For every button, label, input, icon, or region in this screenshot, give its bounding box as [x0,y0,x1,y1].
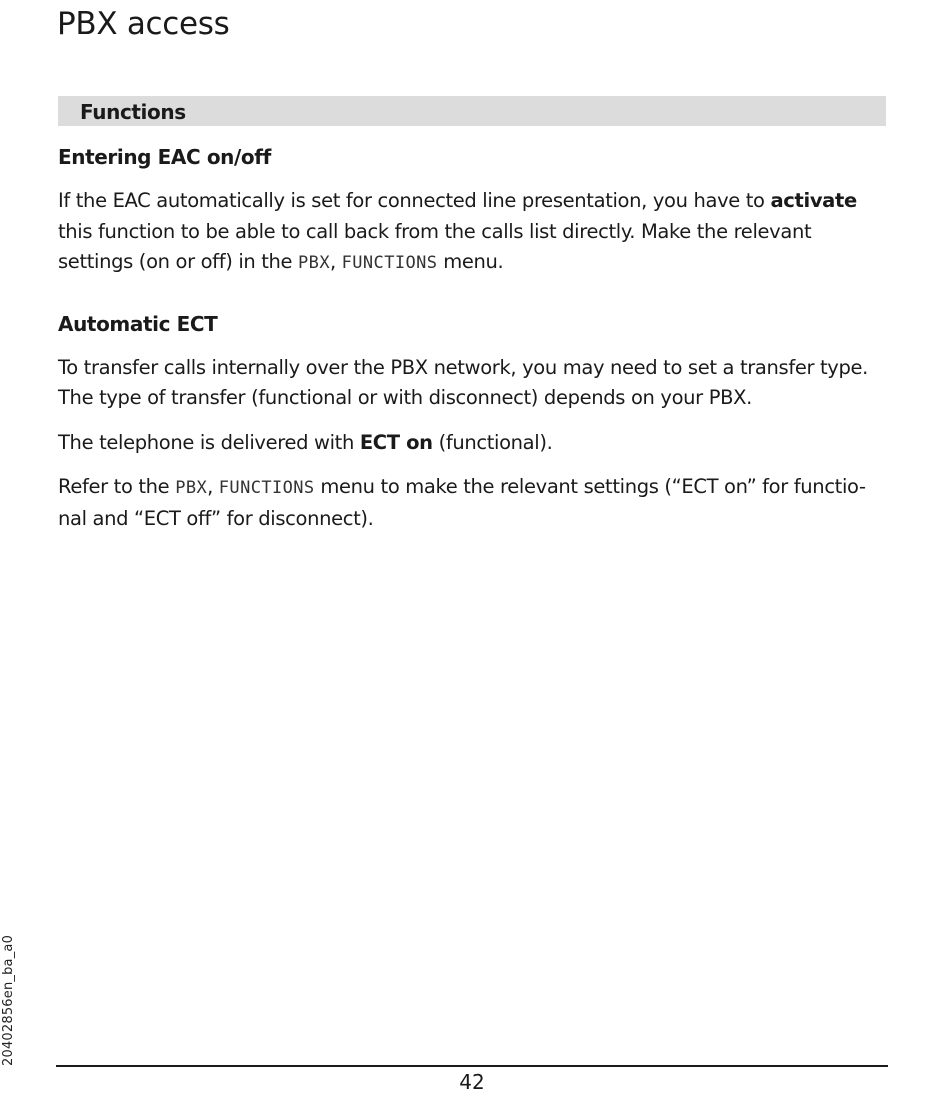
ect-p3-text-2: , [207,475,219,498]
document-code: 20402856en_ba_a0 [1,934,16,1066]
eac-heading: Entering EAC on/off [58,145,271,169]
ect-paragraph-1: To transfer calls internally over the PBX network, you may need to set a transfer type. The type of transfer (functional or with disconnect) depends on your PBX. [58,355,869,409]
ect-paragraph-3 [58,472,888,534]
page-title: PBX access [57,6,230,42]
eac-text-3: , [329,250,342,273]
ect-p3-text-1: Refer to the [58,475,176,498]
footer-divider [56,1065,888,1067]
eac-lcd-pbx: PBX [298,253,330,273]
eac-lcd-functions: FUNCTIONS [341,253,438,273]
eac-text-4: menu. [437,250,504,273]
ect-p2-text-2: (functional). [432,430,553,454]
ect-lcd-functions: FUNCTIONS [218,478,315,498]
ect-lcd-pbx: PBX [175,478,208,498]
ect-heading: Automatic ECT [58,311,218,336]
ect-bold-ect-on: ECT on [359,430,433,454]
ect-p3-text-3: menu to make the relevant settings (“ECT on” for functio-nal and “ECT off” for disconnect). [58,475,866,530]
section-header-label: Functions [80,100,186,124]
ect-paragraph-2 [58,428,888,459]
eac-bold-activate: activate [770,189,857,212]
section-header-bar [58,96,886,126]
eac-text-2: this function to be able to call back from the calls list directly. Make the relevant settings (on or off) in the [58,219,812,273]
ect-p2-text-1: The telephone is delivered with [58,430,360,454]
eac-paragraph [58,186,888,279]
main-content [58,142,888,548]
eac-text-1: If the EAC automatically is set for connected line presentation, you have to [58,189,771,212]
section-gap [58,293,888,309]
page-number: 42 [459,1070,485,1094]
